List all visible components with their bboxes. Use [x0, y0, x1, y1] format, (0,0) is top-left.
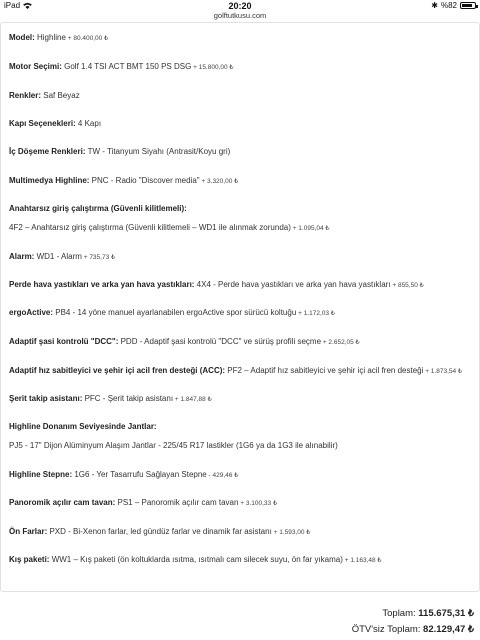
option-multimedia: Multimedya Highline: PNC - Radio "Discover media" + 3.320,00 ₺ — [9, 176, 239, 185]
option-winter-pack: Kış paketi: WW1 – Kış paketi (ön koltuklarda ısıtma, ısıtmalı cam silecek suyu, ön far yıkama) + 1.163,48 ₺ — [9, 555, 382, 564]
option-interior: İç Döşeme Renkleri: TW - Titanyum Siyahı (Antrasit/Koyu gri) — [9, 147, 231, 156]
total-value: 115.675,31 ₺ — [418, 608, 474, 619]
option-acc: Adaptif hız sabitleyici ve şehir içi acil fren desteği (ACC): PF2 – Adaptif hız sabitleyici ve şehir içi acil fren desteği + 1.873,54 ₺ — [9, 366, 463, 375]
option-spare-tire: Highline Stepne: 1G6 - Yer Tasarrufu Sağlayan Stepne - 429,46 ₺ — [9, 470, 239, 479]
total-label: Toplam: — [382, 608, 419, 619]
option-lane-assist: Şerit takip asistanı: PFC - Şerit takip asistanı + 1.847,88 ₺ — [9, 394, 212, 403]
option-headlights: Ön Farlar: PXD - Bi-Xenon farlar, led gündüz farlar ve dinamik far asistanı + 1.593,00 ₺ — [9, 527, 311, 536]
option-wheels-heading: Highline Donanım Seviyesinde Jantlar: — [9, 422, 157, 431]
option-doors: Kapı Seçenekleri: 4 Kapı — [9, 119, 102, 128]
battery-percent: %82 — [440, 1, 457, 10]
otv-value: 82.129,47 ₺ — [423, 624, 474, 635]
option-sunroof: Panoromik açılır cam tavan: PS1 – Panoromik açılır cam tavan + 3.100,33 ₺ — [9, 498, 278, 507]
otv-free-total — [174, 624, 474, 635]
option-alarm: Alarm: WD1 - Alarm + 735,73 ₺ — [9, 252, 116, 261]
option-engine: Motor Seçimi: Golf 1.4 TSI ACT BMT 150 PS DSG + 15.800,00 ₺ — [9, 62, 234, 71]
status-right — [431, 1, 476, 10]
otv-label: ÖTV'siz Toplam: — [351, 624, 424, 635]
option-wheels: PJ5 - 17" Dijon Alüminyum Alaşım Jantlar - 225/45 R17 lastikler (1G6 ya da 1G3 ile alınabilir) — [9, 441, 338, 450]
option-airbags: Perde hava yastıkları ve arka yan hava yastıkları: 4X4 - Perde hava yastıkları ve arka yan hava yastıkları + 855,50 ₺ — [9, 280, 424, 289]
bluetooth-icon: ✱ — [431, 1, 438, 10]
device-name: iPad — [4, 1, 21, 10]
configuration-summary-card — [0, 22, 480, 592]
option-dcc: Adaptif şasi kontrolü "DCC": PDD - Adaptif şasi kontrolü "DCC" ve sürüş profili seçme + 2.652,05 ₺ — [9, 337, 360, 346]
option-keyless-heading: Anahtarsız giriş çalıştırma (Güvenli kilitlemeli): — [9, 204, 187, 213]
total-price — [174, 608, 474, 619]
battery-icon — [460, 2, 476, 9]
address-bar[interactable]: golftutkusu.com — [213, 11, 267, 20]
option-color: Renkler: Saf Beyaz — [9, 91, 80, 100]
option-model: Model: Highline + 80.400,00 ₺ — [9, 33, 109, 42]
option-keyless: 4F2 – Anahtarsız giriş çalıştırma (Güvenli kilitlemeli – WD1 ile alınmak zorunda) + 1.095,04 ₺ — [9, 223, 330, 232]
option-ergoactive: ergoActive: PB4 - 14 yöne manuel ayarlanabilen ergoActive spor sürücü koltuğu + 1.172,03 ₺ — [9, 308, 335, 317]
status-clock: 20:20 — [228, 1, 252, 11]
